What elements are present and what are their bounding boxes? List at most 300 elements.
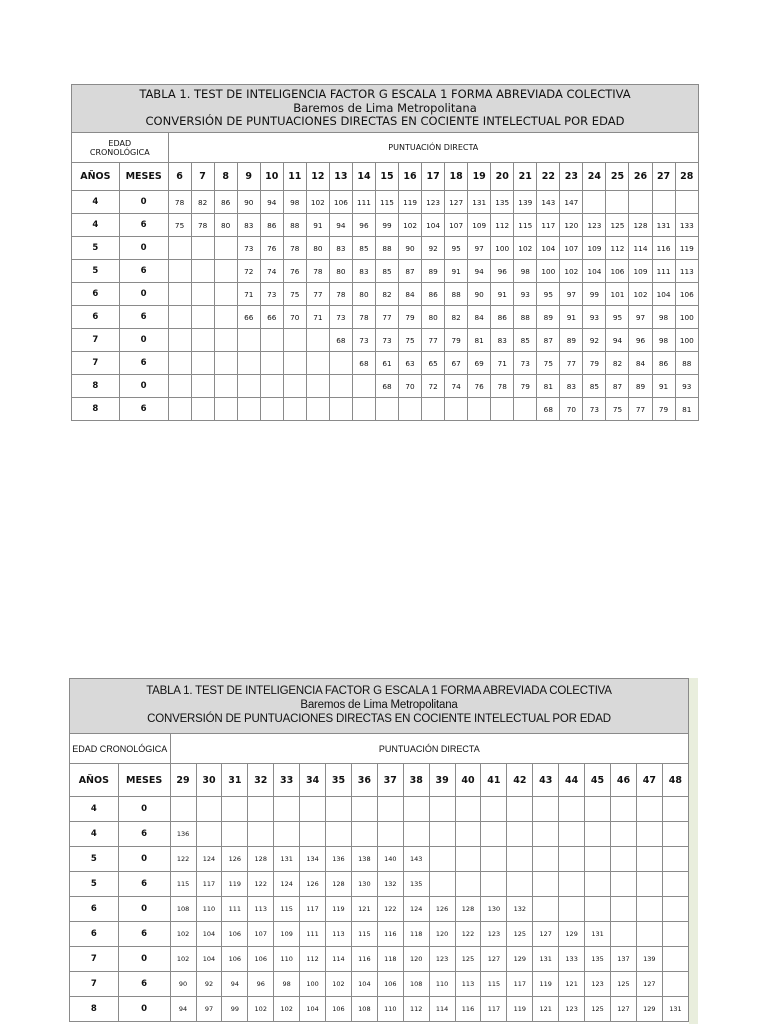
ci-value-cell: 63 [399, 352, 422, 375]
ci-value-cell: 127 [636, 972, 662, 997]
ci-value-cell: 77 [375, 306, 398, 329]
ci-value-cell [481, 797, 507, 822]
ci-value-cell: 119 [507, 997, 533, 1022]
table-title-line-1: TABLA 1. TEST DE INTELIGENCIA FACTOR G ESCALA 1 FORMA ABREVIADA COLECTIVA [146, 685, 612, 698]
ci-value-cell [191, 375, 214, 398]
ci-value-cell: 97 [196, 997, 222, 1022]
ci-value-cell: 107 [560, 237, 583, 260]
ci-value-cell: 90 [468, 283, 491, 306]
ci-value-cell: 89 [422, 260, 445, 283]
ci-value-cell [585, 897, 611, 922]
ci-value-cell: 126 [222, 847, 248, 872]
score-column-header: 31 [222, 764, 248, 797]
ci-value-cell: 87 [537, 329, 560, 352]
ci-value-cell: 128 [455, 897, 481, 922]
ci-value-cell: 113 [248, 897, 274, 922]
ci-value-cell: 75 [606, 398, 629, 421]
ci-value-cell: 65 [422, 352, 445, 375]
ci-value-cell: 102 [514, 237, 537, 260]
ci-value-cell: 76 [283, 260, 306, 283]
ci-value-cell: 78 [168, 191, 191, 214]
anos-cell: 7 [72, 329, 120, 352]
score-column-header: 20 [491, 163, 514, 191]
score-column-header: 46 [611, 764, 637, 797]
meses-cell: 6 [118, 972, 170, 997]
ci-value-cell: 106 [377, 972, 403, 997]
ci-value-cell: 73 [514, 352, 537, 375]
ci-value-cell [662, 872, 688, 897]
edad-label-line-1: EDAD [108, 138, 132, 148]
ci-value-cell: 111 [300, 922, 326, 947]
ci-value-cell [237, 398, 260, 421]
ci-value-cell [377, 797, 403, 822]
table-title [72, 85, 699, 133]
ci-value-cell: 110 [196, 897, 222, 922]
meses-column-header: MESES [118, 764, 170, 797]
ci-value-cell [283, 398, 306, 421]
ci-value-cell: 132 [507, 897, 533, 922]
table-row [72, 260, 699, 283]
score-column-header: 43 [533, 764, 559, 797]
ci-value-cell: 112 [491, 214, 514, 237]
meses-cell: 6 [118, 822, 170, 847]
table-row [70, 797, 689, 822]
table-row [72, 398, 699, 421]
ci-value-cell: 78 [283, 237, 306, 260]
ci-value-cell: 143 [537, 191, 560, 214]
ci-value-cell [533, 847, 559, 872]
ci-value-cell: 69 [468, 352, 491, 375]
ci-value-cell [629, 191, 652, 214]
ci-value-cell: 84 [629, 352, 652, 375]
ci-value-cell [636, 922, 662, 947]
ci-value-cell: 116 [377, 922, 403, 947]
ci-value-cell: 119 [326, 897, 352, 922]
ci-value-cell: 102 [248, 997, 274, 1022]
ci-value-cell: 104 [351, 972, 377, 997]
ci-value-cell: 128 [629, 214, 652, 237]
ci-value-cell: 92 [422, 237, 445, 260]
ci-value-cell: 134 [300, 847, 326, 872]
ci-value-cell [429, 847, 455, 872]
ci-value-cell [455, 872, 481, 897]
meses-cell: 0 [119, 329, 168, 352]
table-row [72, 329, 699, 352]
ci-value-cell [260, 375, 283, 398]
ci-value-cell: 135 [403, 872, 429, 897]
score-column-header: 11 [283, 163, 306, 191]
ci-value-cell: 131 [468, 191, 491, 214]
ci-value-cell: 104 [300, 997, 326, 1022]
ci-value-cell: 82 [445, 306, 468, 329]
ci-value-cell: 82 [606, 352, 629, 375]
ci-value-cell [191, 329, 214, 352]
ci-value-cell: 102 [170, 947, 196, 972]
ci-value-cell [662, 847, 688, 872]
ci-value-cell: 112 [300, 947, 326, 972]
ci-value-cell: 85 [352, 237, 375, 260]
ci-value-cell [248, 822, 274, 847]
ci-value-cell: 86 [214, 191, 237, 214]
ci-value-cell: 115 [481, 972, 507, 997]
ci-value-cell [611, 897, 637, 922]
ci-value-cell: 120 [560, 214, 583, 237]
score-column-header: 16 [399, 163, 422, 191]
ci-value-cell [196, 797, 222, 822]
anos-cell: 4 [72, 214, 120, 237]
ci-value-cell: 61 [375, 352, 398, 375]
ci-value-cell [306, 375, 329, 398]
ci-value-cell: 111 [652, 260, 675, 283]
ci-value-cell: 104 [196, 922, 222, 947]
ci-value-cell [559, 847, 585, 872]
ci-value-cell: 91 [560, 306, 583, 329]
ci-value-cell: 102 [629, 283, 652, 306]
score-column-header: 21 [514, 163, 537, 191]
ci-value-cell: 100 [491, 237, 514, 260]
ci-value-cell: 104 [196, 947, 222, 972]
ci-value-cell: 147 [560, 191, 583, 214]
ci-value-cell: 83 [237, 214, 260, 237]
ci-value-cell: 94 [222, 972, 248, 997]
ci-value-cell: 108 [170, 897, 196, 922]
ci-value-cell: 136 [326, 847, 352, 872]
ci-value-cell: 70 [399, 375, 422, 398]
ci-value-cell: 102 [560, 260, 583, 283]
page-edge-strip [689, 678, 698, 1024]
ci-value-cell: 78 [306, 260, 329, 283]
ci-value-cell: 90 [170, 972, 196, 997]
score-column-header: 24 [583, 163, 606, 191]
table-row [70, 847, 689, 872]
ci-value-cell: 125 [606, 214, 629, 237]
score-column-header: 33 [274, 764, 300, 797]
ci-value-cell [491, 398, 514, 421]
table-row [70, 897, 689, 922]
ci-value-cell: 98 [283, 191, 306, 214]
meses-cell: 6 [119, 214, 168, 237]
ci-value-cell: 115 [375, 191, 398, 214]
ci-value-cell [168, 329, 191, 352]
ci-value-cell: 68 [352, 352, 375, 375]
table-row [70, 972, 689, 997]
ci-value-cell: 117 [196, 872, 222, 897]
ci-value-cell [507, 872, 533, 897]
ci-value-cell [168, 237, 191, 260]
ci-value-cell [399, 398, 422, 421]
ci-value-cell [429, 822, 455, 847]
ci-value-cell: 89 [537, 306, 560, 329]
meses-cell: 6 [119, 306, 168, 329]
table-row [70, 872, 689, 897]
ci-value-cell [455, 847, 481, 872]
anos-column-header: AÑOS [72, 163, 120, 191]
ci-value-cell [507, 847, 533, 872]
edad-label-line-2: CRONOLÓGICA [89, 147, 150, 157]
ci-value-cell: 136 [170, 822, 196, 847]
ci-value-cell: 139 [636, 947, 662, 972]
ci-value-cell: 125 [611, 972, 637, 997]
ci-value-cell [300, 822, 326, 847]
score-column-header: 38 [403, 764, 429, 797]
ci-value-cell: 106 [222, 947, 248, 972]
score-column-header: 39 [429, 764, 455, 797]
ci-value-cell [214, 352, 237, 375]
ci-value-cell: 85 [583, 375, 606, 398]
ci-value-cell: 133 [559, 947, 585, 972]
ci-value-cell [559, 872, 585, 897]
ci-value-cell [168, 352, 191, 375]
score-column-header: 36 [351, 764, 377, 797]
ci-value-cell: 100 [675, 329, 698, 352]
ci-value-cell [191, 283, 214, 306]
ci-value-cell: 95 [537, 283, 560, 306]
anos-cell: 6 [70, 922, 119, 947]
ci-value-cell: 123 [481, 922, 507, 947]
ci-value-cell [352, 375, 375, 398]
ci-value-cell: 115 [170, 872, 196, 897]
ci-value-cell [606, 191, 629, 214]
puntuacion-directa-header: PUNTUACIÓN DIRECTA [170, 734, 688, 764]
ci-value-cell: 124 [403, 897, 429, 922]
ci-value-cell: 73 [260, 283, 283, 306]
ci-value-cell [481, 822, 507, 847]
ci-value-cell: 83 [560, 375, 583, 398]
ci-value-cell: 129 [507, 947, 533, 972]
ci-value-cell: 119 [533, 972, 559, 997]
anos-column-header: AÑOS [70, 764, 119, 797]
ci-value-cell: 106 [326, 997, 352, 1022]
ci-value-cell: 119 [675, 237, 698, 260]
ci-value-cell: 81 [675, 398, 698, 421]
score-column-header: 13 [329, 163, 352, 191]
ci-value-cell: 122 [455, 922, 481, 947]
ci-value-cell [429, 872, 455, 897]
ci-value-cell: 75 [399, 329, 422, 352]
ci-value-cell: 71 [491, 352, 514, 375]
meses-cell: 6 [119, 260, 168, 283]
ci-value-cell: 88 [375, 237, 398, 260]
score-column-header: 10 [260, 163, 283, 191]
ci-value-cell: 102 [170, 922, 196, 947]
ci-value-cell: 70 [283, 306, 306, 329]
ci-value-cell [377, 822, 403, 847]
ci-value-cell: 95 [445, 237, 468, 260]
iq-conversion-table-part-2 [69, 678, 689, 1022]
ci-value-cell: 80 [329, 260, 352, 283]
ci-value-cell: 123 [583, 214, 606, 237]
score-column-header: 25 [606, 163, 629, 191]
ci-value-cell: 127 [533, 922, 559, 947]
ci-value-cell: 82 [375, 283, 398, 306]
ci-value-cell: 127 [481, 947, 507, 972]
ci-value-cell: 83 [352, 260, 375, 283]
anos-cell: 4 [72, 191, 120, 214]
ci-value-cell [283, 329, 306, 352]
ci-value-cell: 68 [537, 398, 560, 421]
ci-value-cell [237, 329, 260, 352]
ci-value-cell: 94 [606, 329, 629, 352]
ci-value-cell: 102 [399, 214, 422, 237]
ci-value-cell [533, 797, 559, 822]
ci-value-cell: 137 [611, 947, 637, 972]
ci-value-cell [214, 329, 237, 352]
ci-value-cell [260, 352, 283, 375]
ci-value-cell: 99 [222, 997, 248, 1022]
ci-value-cell [507, 822, 533, 847]
ci-value-cell [191, 398, 214, 421]
score-column-header: 7 [191, 163, 214, 191]
ci-value-cell: 96 [352, 214, 375, 237]
ci-value-cell [559, 822, 585, 847]
ci-value-cell [329, 352, 352, 375]
ci-value-cell [559, 797, 585, 822]
ci-value-cell: 127 [611, 997, 637, 1022]
ci-value-cell: 100 [675, 306, 698, 329]
anos-cell: 6 [72, 306, 120, 329]
table-title-line-1: TABLA 1. TEST DE INTELIGENCIA FACTOR G ESCALA 1 FORMA ABREVIADA COLECTIVA [139, 86, 631, 101]
meses-cell: 6 [119, 398, 168, 421]
ci-value-cell: 74 [260, 260, 283, 283]
anos-cell: 4 [70, 822, 119, 847]
score-column-header: 44 [559, 764, 585, 797]
ci-value-cell [662, 947, 688, 972]
ci-value-cell: 123 [429, 947, 455, 972]
ci-value-cell: 76 [260, 237, 283, 260]
ci-value-cell: 67 [445, 352, 468, 375]
ci-value-cell: 89 [560, 329, 583, 352]
ci-value-cell: 138 [351, 847, 377, 872]
meses-cell: 0 [119, 237, 168, 260]
ci-value-cell: 90 [399, 237, 422, 260]
ci-value-cell: 71 [306, 306, 329, 329]
ci-value-cell: 106 [329, 191, 352, 214]
ci-value-cell [283, 352, 306, 375]
meses-cell: 0 [118, 947, 170, 972]
ci-value-cell: 131 [533, 947, 559, 972]
ci-value-cell [611, 797, 637, 822]
ci-value-cell: 104 [583, 260, 606, 283]
score-column-header: 14 [352, 163, 375, 191]
ci-value-cell: 106 [606, 260, 629, 283]
ci-value-cell: 127 [445, 191, 468, 214]
score-column-header: 12 [306, 163, 329, 191]
meses-cell: 0 [118, 997, 170, 1022]
ci-value-cell: 123 [422, 191, 445, 214]
ci-value-cell: 129 [559, 922, 585, 947]
ci-value-cell: 92 [583, 329, 606, 352]
table-title [70, 679, 689, 734]
ci-value-cell: 120 [429, 922, 455, 947]
ci-value-cell [422, 398, 445, 421]
ci-value-cell [636, 847, 662, 872]
score-column-header: 15 [375, 163, 398, 191]
anos-cell: 8 [72, 375, 120, 398]
ci-value-cell [455, 822, 481, 847]
score-column-header: 17 [422, 163, 445, 191]
ci-value-cell [168, 260, 191, 283]
iq-conversion-table-part-1 [71, 84, 699, 421]
ci-value-cell: 94 [170, 997, 196, 1022]
score-column-header: 40 [455, 764, 481, 797]
ci-value-cell [403, 797, 429, 822]
ci-value-cell [455, 797, 481, 822]
ci-value-cell: 109 [468, 214, 491, 237]
ci-value-cell: 77 [560, 352, 583, 375]
ci-value-cell: 118 [377, 947, 403, 972]
ci-value-cell: 121 [559, 972, 585, 997]
ci-value-cell: 87 [606, 375, 629, 398]
ci-value-cell [170, 797, 196, 822]
ci-value-cell: 143 [403, 847, 429, 872]
ci-value-cell [514, 398, 537, 421]
ci-value-cell: 121 [351, 897, 377, 922]
ci-value-cell [214, 398, 237, 421]
ci-value-cell: 113 [326, 922, 352, 947]
ci-value-cell: 84 [468, 306, 491, 329]
ci-value-cell: 75 [283, 283, 306, 306]
ci-value-cell: 126 [300, 872, 326, 897]
table-row [72, 352, 699, 375]
score-column-header: 42 [507, 764, 533, 797]
ci-value-cell: 90 [237, 191, 260, 214]
ci-value-cell: 115 [351, 922, 377, 947]
ci-value-cell: 78 [352, 306, 375, 329]
ci-value-cell: 129 [636, 997, 662, 1022]
meses-cell: 6 [118, 922, 170, 947]
ci-value-cell: 110 [274, 947, 300, 972]
ci-value-cell: 113 [675, 260, 698, 283]
ci-value-cell [429, 797, 455, 822]
ci-value-cell: 112 [403, 997, 429, 1022]
ci-value-cell: 97 [468, 237, 491, 260]
ci-value-cell [585, 847, 611, 872]
ci-value-cell: 98 [274, 972, 300, 997]
ci-value-cell: 73 [375, 329, 398, 352]
ci-value-cell [636, 897, 662, 922]
ci-value-cell [675, 191, 698, 214]
ci-value-cell [507, 797, 533, 822]
ci-value-cell [636, 872, 662, 897]
ci-value-cell: 110 [429, 972, 455, 997]
ci-value-cell: 133 [675, 214, 698, 237]
ci-value-cell: 66 [237, 306, 260, 329]
ci-value-cell: 107 [248, 922, 274, 947]
ci-value-cell: 86 [652, 352, 675, 375]
ci-value-cell: 117 [481, 997, 507, 1022]
ci-value-cell: 73 [352, 329, 375, 352]
ci-value-cell: 114 [629, 237, 652, 260]
ci-value-cell [306, 352, 329, 375]
ci-value-cell: 75 [537, 352, 560, 375]
ci-value-cell: 106 [248, 947, 274, 972]
ci-value-cell: 120 [403, 947, 429, 972]
puntuacion-directa-header: PUNTUACIÓN DIRECTA [168, 133, 698, 163]
ci-value-cell: 73 [583, 398, 606, 421]
score-column-header: 45 [585, 764, 611, 797]
anos-cell: 5 [70, 872, 119, 897]
ci-value-cell: 82 [191, 191, 214, 214]
ci-value-cell: 121 [533, 997, 559, 1022]
score-column-header: 6 [168, 163, 191, 191]
ci-value-cell [260, 329, 283, 352]
ci-value-cell: 113 [455, 972, 481, 997]
ci-value-cell: 93 [583, 306, 606, 329]
ci-value-cell: 119 [399, 191, 422, 214]
score-column-header: 27 [652, 163, 675, 191]
ci-value-cell: 77 [306, 283, 329, 306]
ci-value-cell: 95 [606, 306, 629, 329]
